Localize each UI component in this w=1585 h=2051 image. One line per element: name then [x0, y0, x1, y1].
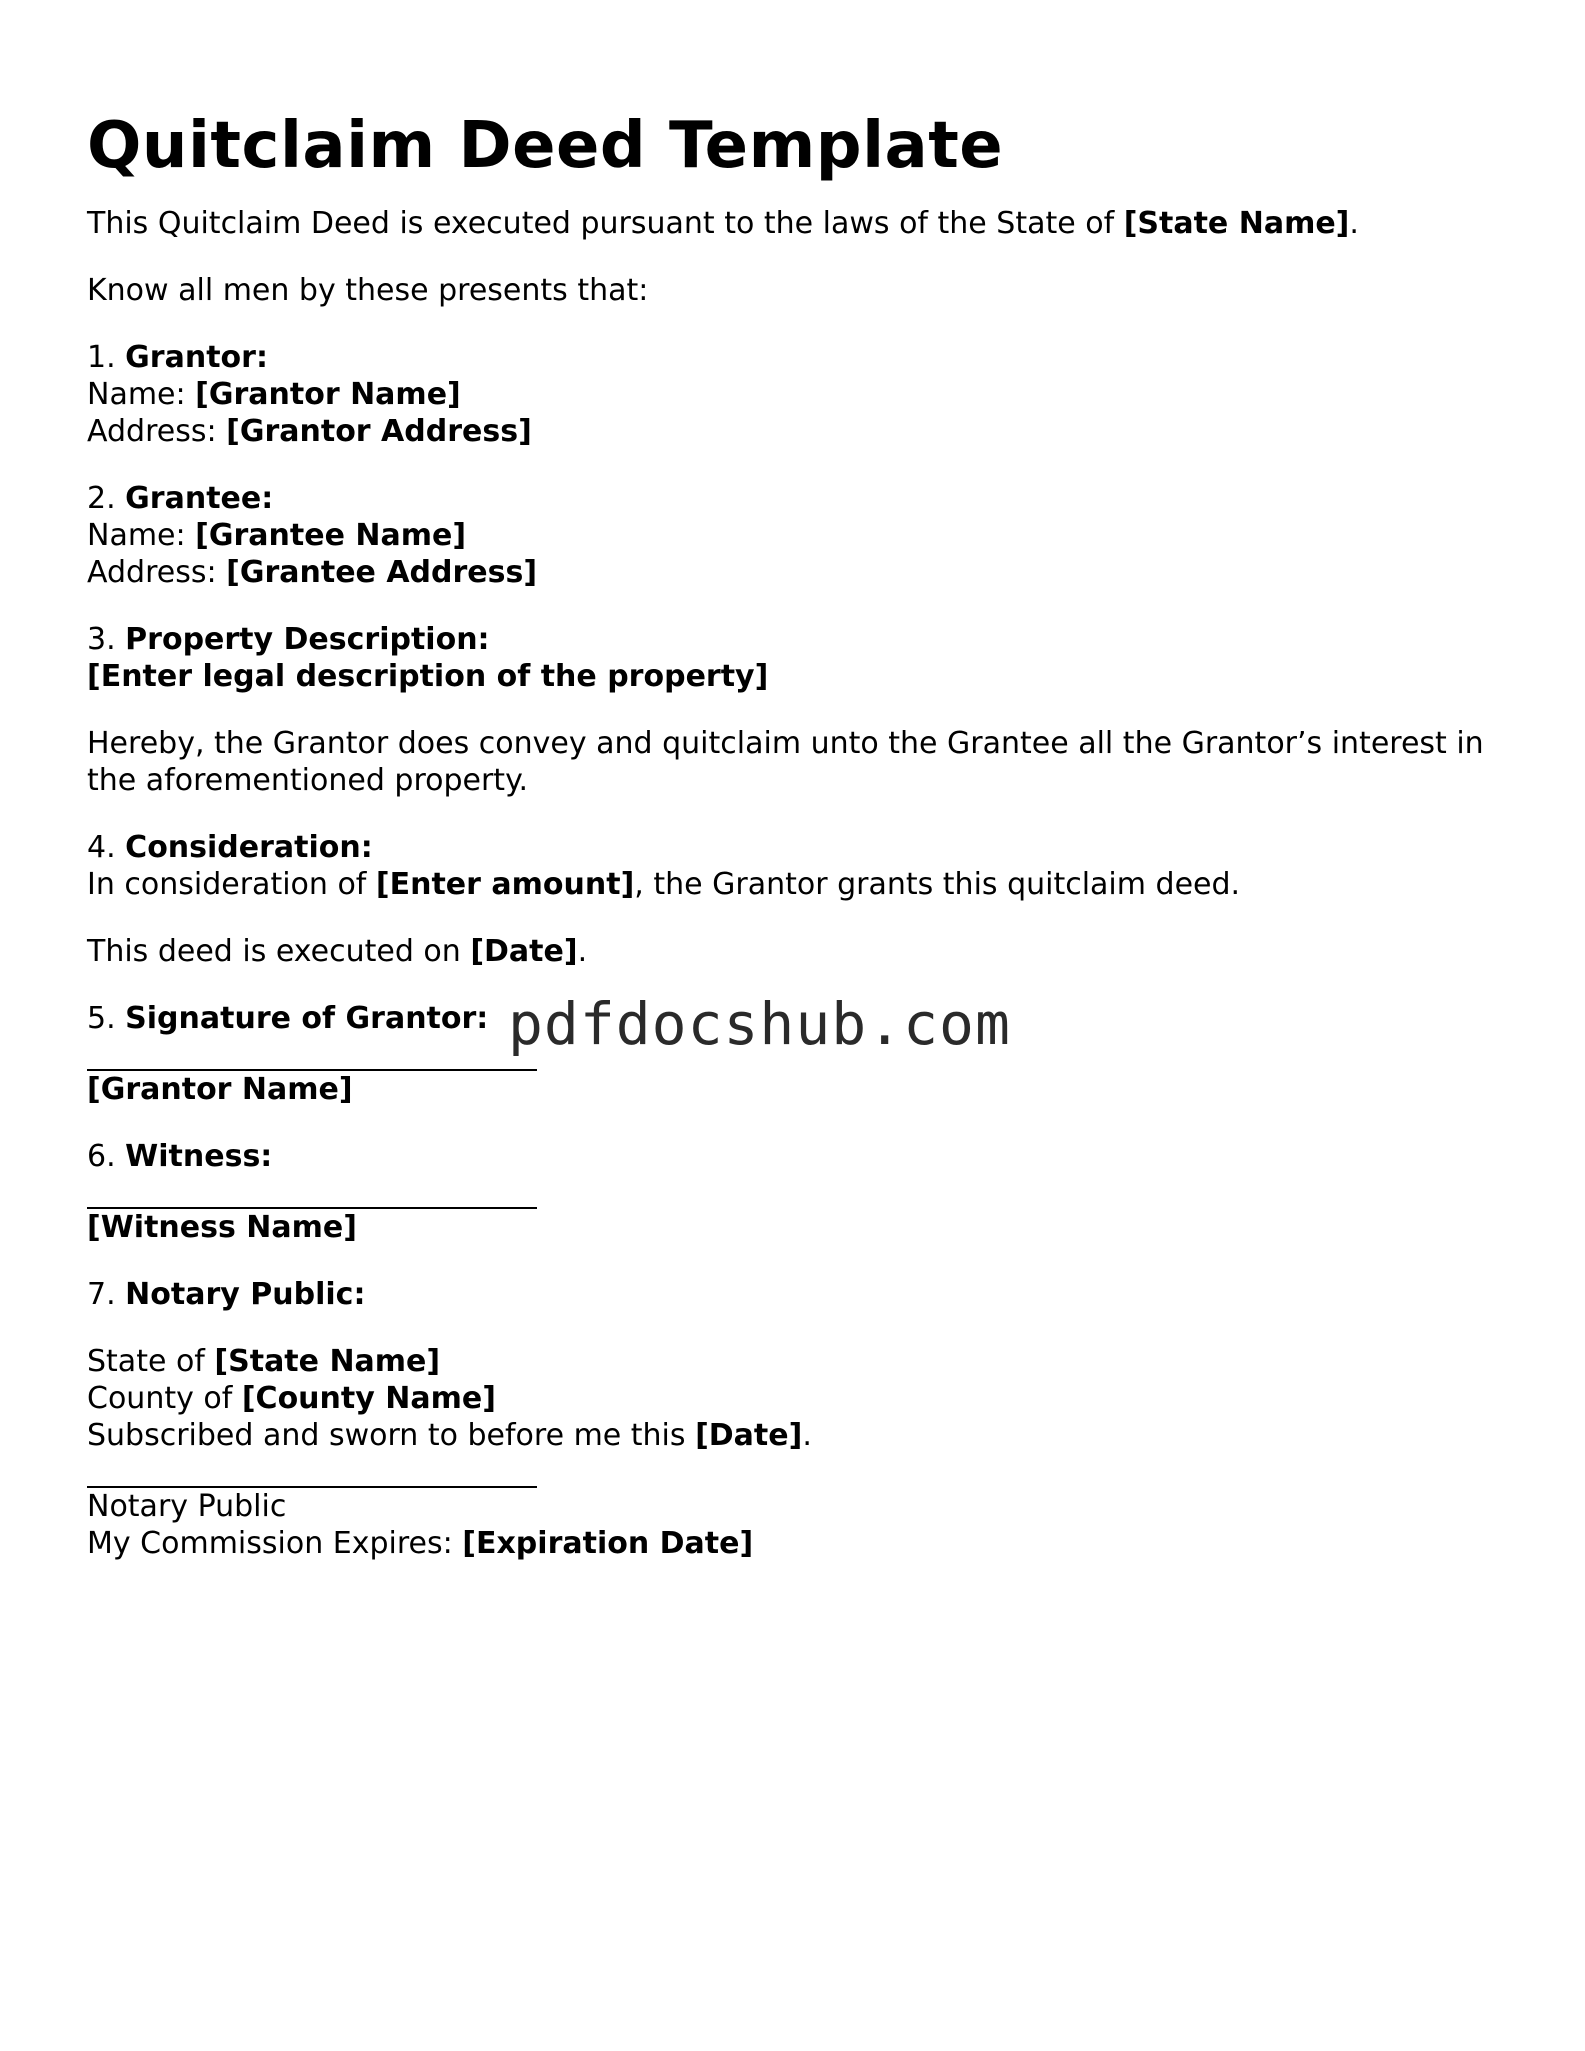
grantee-name-label: Name:	[87, 518, 196, 553]
notary-county-label: County of	[87, 1381, 242, 1416]
notary-state-value: [State Name]	[214, 1344, 441, 1379]
witness-number: 6.	[87, 1139, 126, 1174]
witness-signature-line	[87, 1175, 537, 1209]
grantor-name-label: Name:	[87, 377, 196, 412]
grantor-address-label: Address:	[87, 414, 227, 449]
grantee-address-value: [Grantee Address]	[226, 555, 538, 590]
notary-signature-label: Notary Public	[87, 1489, 287, 1524]
intro-text: This Quitclaim Deed is executed pursuant to the laws of the State of	[87, 206, 1124, 241]
notary-commission-label: My Commission Expires:	[87, 1526, 463, 1561]
notary-county-value: [County Name]	[241, 1381, 496, 1416]
notary-state-label: State of	[87, 1344, 215, 1379]
signature-number: 5.	[87, 1001, 126, 1036]
consideration-text-before: In consideration of	[87, 867, 376, 902]
intro-end: .	[1349, 206, 1359, 241]
property-heading: Property Description:	[125, 622, 490, 657]
consideration-heading: Consideration:	[125, 830, 373, 865]
grantor-signature-line	[87, 1037, 537, 1071]
page-title: Quitclaim Deed Template	[87, 109, 1004, 183]
grantor-address-value: [Grantor Address]	[226, 414, 532, 449]
witness-heading: Witness:	[125, 1139, 273, 1174]
notary-sworn-end: .	[802, 1418, 812, 1453]
intro-state-placeholder: [State Name]	[1123, 206, 1350, 241]
property-number: 3.	[87, 622, 126, 657]
consideration-text-after: , the Grantor grants this quitclaim deed.	[634, 867, 1241, 902]
grantee-heading: Grantee:	[125, 481, 274, 516]
consideration-number: 4.	[87, 830, 126, 865]
grantee-name-value: [Grantee Name]	[195, 518, 467, 553]
grantee-section	[87, 480, 1507, 591]
grantor-name-value: [Grantor Name]	[195, 377, 461, 412]
executed-paragraph	[87, 933, 1507, 970]
executed-end: .	[577, 934, 588, 969]
notary-heading: Notary Public:	[125, 1277, 366, 1312]
notary-heading-paragraph	[87, 1276, 1507, 1313]
grantor-section	[87, 339, 1507, 450]
grantor-number: 1.	[87, 340, 126, 375]
know-all-paragraph: Know all men by these presents that:	[87, 273, 649, 308]
notary-number: 7.	[87, 1277, 126, 1312]
notary-commission-value: [Expiration Date]	[462, 1526, 754, 1561]
notary-details	[87, 1343, 1507, 1562]
property-section	[87, 621, 1507, 695]
signature-heading: Signature of Grantor:	[125, 1001, 489, 1036]
notary-sworn-date: [Date]	[695, 1418, 803, 1453]
consideration-section	[87, 829, 1507, 903]
executed-date: [Date]	[470, 934, 578, 969]
witness-name: [Witness Name]	[87, 1210, 357, 1245]
grantee-address-label: Address:	[87, 555, 227, 590]
document-page	[87, 106, 1507, 1592]
intro-paragraph	[87, 205, 1507, 242]
witness-section	[87, 1138, 1507, 1246]
watermark-text: pdfdocshub.com	[508, 990, 1011, 1058]
notary-signature-line	[87, 1454, 537, 1488]
executed-text: This deed is executed on	[87, 934, 471, 969]
hereby-paragraph: Hereby, the Grantor does convey and quitclaim unto the Grantee all the Grantor’s interest in the aforementioned property.	[87, 726, 1484, 798]
signature-name: [Grantor Name]	[87, 1072, 353, 1107]
grantee-number: 2.	[87, 481, 126, 516]
notary-sworn-text: Subscribed and sworn to before me this	[87, 1418, 696, 1453]
grantor-heading: Grantor:	[125, 340, 268, 375]
property-placeholder: [Enter legal description of the property]	[87, 659, 769, 694]
consideration-amount: [Enter amount]	[375, 867, 635, 902]
